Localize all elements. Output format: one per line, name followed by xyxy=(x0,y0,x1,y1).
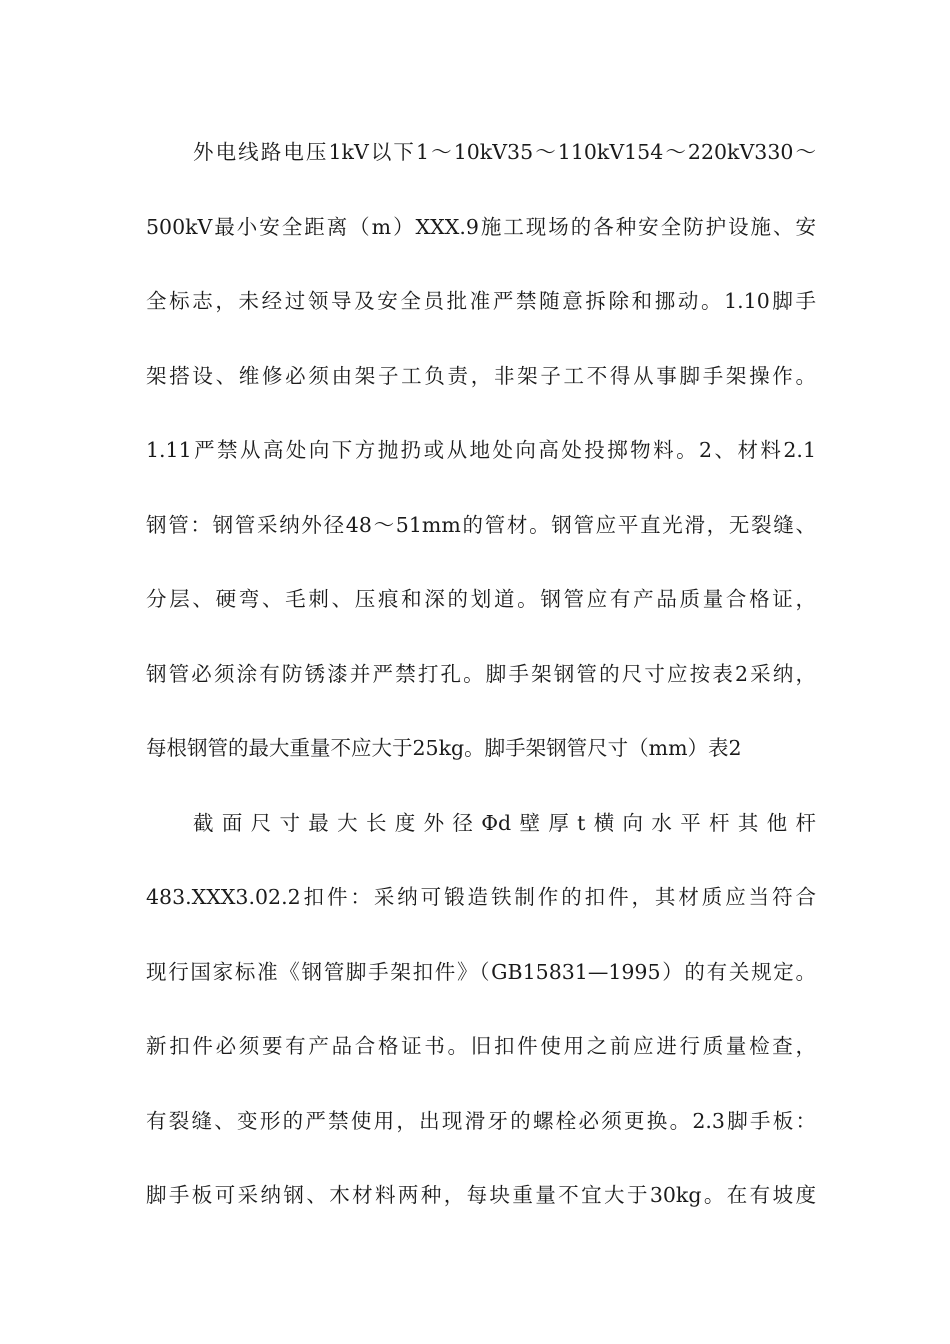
paragraph-line-8: 钢管必须涂有防锈漆并严禁打孔。脚手架钢管的尺寸应按表2采纳， xyxy=(146,662,816,686)
paragraph-line-15: 脚手板可采纳钢、木材料两种，每块重量不宜大于30kg。在有坡度 xyxy=(146,1183,816,1207)
paragraph-line-11: 483.XXX3.02.2扣件：采纳可锻造铁制作的扣件，其材质应当符合 xyxy=(146,885,816,909)
paragraph-line-14: 有裂缝、变形的严禁使用，出现滑牙的螺栓必须更换。2.3脚手板： xyxy=(146,1109,816,1133)
paragraph-line-9: 每根钢管的最大重量不应大于25kg。脚手架钢管尺寸（mm）表2 xyxy=(146,736,742,760)
paragraph-line-12: 现行国家标准《钢管脚手架扣件》（GB15831—1995）的有关规定。 xyxy=(146,960,816,984)
paragraph-line-1: 外电线路电压1kV以下1～10kV35～110kV154～220kV330～ xyxy=(193,140,816,164)
paragraph-line-6: 钢管：钢管采纳外径48～51mm的管材。钢管应平直光滑，无裂缝、 xyxy=(146,513,816,537)
paragraph-line-2: 500kV最小安全距离（m）XXX.9施工现场的各种安全防护设施、安 xyxy=(146,215,816,239)
paragraph-line-4: 架搭设、维修必须由架子工负责，非架子工不得从事脚手架操作。 xyxy=(146,364,816,388)
table-header-line: 截面尺寸最大长度外径Φd壁厚t横向水平杆其他杆 xyxy=(193,811,816,835)
paragraph-line-3: 全标志，未经过领导及安全员批准严禁随意拆除和挪动。1.10脚手 xyxy=(146,289,816,313)
paragraph-line-7: 分层、硬弯、毛刺、压痕和深的划道。钢管应有产品质量合格证， xyxy=(146,587,816,611)
paragraph-line-13: 新扣件必须要有产品合格证书。旧扣件使用之前应进行质量检查， xyxy=(146,1034,816,1058)
paragraph-line-5: 1.11严禁从高处向下方抛扔或从地处向高处投掷物料。2、材料2.1 xyxy=(146,438,816,462)
